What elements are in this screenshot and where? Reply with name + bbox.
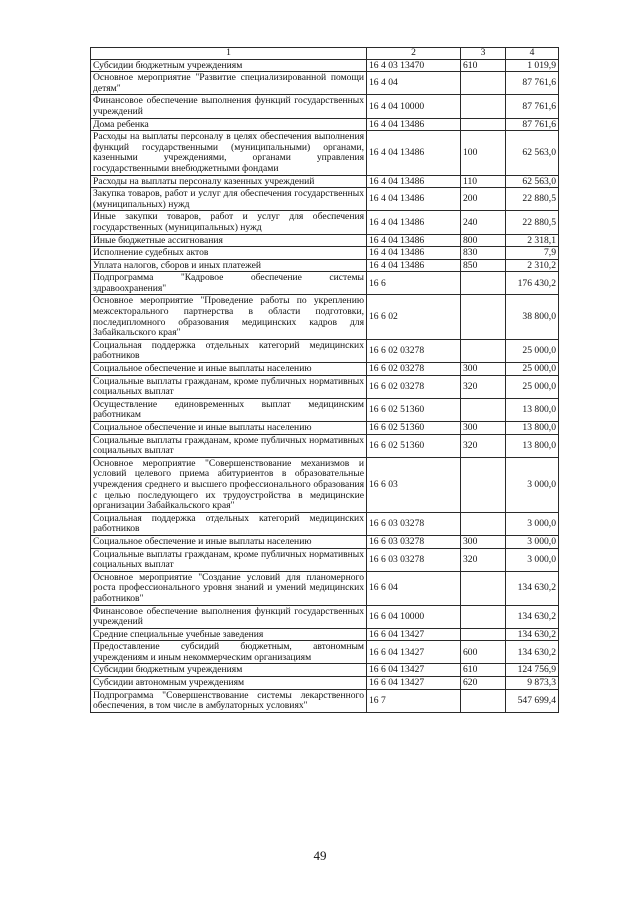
row-code: 16 6 04 13427 xyxy=(367,664,461,677)
row-code: 16 4 04 13486 xyxy=(367,131,461,175)
row-code: 16 4 03 13470 xyxy=(367,59,461,72)
table-row xyxy=(91,363,559,376)
table-row xyxy=(91,131,559,175)
row-name: Подпрограмма "Кадровое обеспечение системы здравоохранения" xyxy=(91,272,367,295)
row-expense-type xyxy=(461,339,506,362)
row-expense-type xyxy=(461,295,506,339)
table-body xyxy=(91,59,559,712)
row-code: 16 6 04 13427 xyxy=(367,628,461,641)
row-name: Социальные выплаты гражданам, кроме публичных нормативных социальных выплат xyxy=(91,375,367,398)
row-code: 16 6 03 03278 xyxy=(367,535,461,548)
row-sum: 2 310,2 xyxy=(506,259,559,272)
table-row xyxy=(91,512,559,535)
table-row xyxy=(91,375,559,398)
table-row xyxy=(91,72,559,95)
row-code: 16 4 04 13486 xyxy=(367,188,461,211)
table-row xyxy=(91,95,559,118)
row-expense-type xyxy=(461,605,506,628)
row-name: Осуществление единовременных выплат медицинским работникам xyxy=(91,398,367,421)
row-expense-type: 300 xyxy=(461,422,506,435)
column-number-expense-type: 3 xyxy=(461,48,506,60)
row-name: Финансовое обеспечение выполнения функций государственных учреждений xyxy=(91,95,367,118)
row-name: Расходы на выплаты персоналу в целях обеспечения выполнения функций государственными (муниципальными) органами, казенными учреждениями, органами управления государственными внебюджетными фондами xyxy=(91,131,367,175)
row-sum: 134 630,2 xyxy=(506,641,559,664)
row-code: 16 6 04 10000 xyxy=(367,605,461,628)
table-row xyxy=(91,689,559,712)
table-row xyxy=(91,457,559,512)
row-name: Субсидии бюджетным учреждениям xyxy=(91,59,367,72)
table-row xyxy=(91,628,559,641)
row-expense-type: 320 xyxy=(461,434,506,457)
row-sum: 134 630,2 xyxy=(506,628,559,641)
row-expense-type: 600 xyxy=(461,641,506,664)
row-code: 16 6 04 13427 xyxy=(367,677,461,690)
row-name: Дома ребенка xyxy=(91,118,367,131)
table-row xyxy=(91,295,559,339)
row-code: 16 4 04 13486 xyxy=(367,234,461,247)
row-sum: 176 430,2 xyxy=(506,272,559,295)
table-row xyxy=(91,535,559,548)
row-expense-type: 110 xyxy=(461,175,506,188)
row-name: Социальное обеспечение и иные выплаты населению xyxy=(91,535,367,548)
table-row xyxy=(91,259,559,272)
table-row xyxy=(91,548,559,571)
row-sum: 3 000,0 xyxy=(506,512,559,535)
row-sum: 13 800,0 xyxy=(506,422,559,435)
row-name: Основное мероприятие "Создание условий для планомерного роста профессионального уровня знаний и умений медицинских работников" xyxy=(91,571,367,605)
row-name: Социальные выплаты гражданам, кроме публичных нормативных социальных выплат xyxy=(91,548,367,571)
row-code: 16 6 03 03278 xyxy=(367,512,461,535)
row-name: Основное мероприятие "Проведение работы по укреплению межсекторального партнерства в области подготовки, последипломного образования медицинских кадров для Забайкальского края" xyxy=(91,295,367,339)
row-name: Средние специальные учебные заведения xyxy=(91,628,367,641)
row-expense-type xyxy=(461,118,506,131)
row-sum: 547 699,4 xyxy=(506,689,559,712)
column-number-name: 1 xyxy=(91,48,367,60)
table-row xyxy=(91,59,559,72)
row-expense-type xyxy=(461,95,506,118)
row-code: 16 6 02 03278 xyxy=(367,363,461,376)
row-expense-type: 320 xyxy=(461,548,506,571)
row-code: 16 6 03 03278 xyxy=(367,548,461,571)
row-sum: 25 000,0 xyxy=(506,339,559,362)
table-row xyxy=(91,398,559,421)
row-name: Социальные выплаты гражданам, кроме публичных нормативных социальных выплат xyxy=(91,434,367,457)
table-row xyxy=(91,211,559,234)
row-expense-type: 320 xyxy=(461,375,506,398)
row-name: Подпрограмма "Совершенствование системы лекарственного обеспечения, в том числе в амбулаторных условиях" xyxy=(91,689,367,712)
row-expense-type xyxy=(461,628,506,641)
row-expense-type: 300 xyxy=(461,363,506,376)
row-expense-type: 620 xyxy=(461,677,506,690)
table-row xyxy=(91,605,559,628)
row-expense-type xyxy=(461,571,506,605)
row-expense-type xyxy=(461,512,506,535)
row-code: 16 4 04 13486 xyxy=(367,175,461,188)
row-code: 16 4 04 xyxy=(367,72,461,95)
row-name: Социальное обеспечение и иные выплаты населению xyxy=(91,422,367,435)
row-name: Основное мероприятие "Совершенствование механизмов и условий целевого приема абитуриентов в образовательные учреждения среднего и высшего профессионального образования с целью последующего их трудоустройства в медицинские организации Забайкальского края" xyxy=(91,457,367,512)
row-name: Социальная поддержка отдельных категорий медицинских работников xyxy=(91,512,367,535)
page-number: 49 xyxy=(313,848,327,863)
row-expense-type xyxy=(461,689,506,712)
row-code: 16 6 02 03278 xyxy=(367,339,461,362)
row-code: 16 4 04 13486 xyxy=(367,211,461,234)
row-expense-type: 200 xyxy=(461,188,506,211)
table-row xyxy=(91,247,559,260)
table-row xyxy=(91,118,559,131)
row-expense-type xyxy=(461,272,506,295)
row-sum: 3 000,0 xyxy=(506,457,559,512)
table-row xyxy=(91,641,559,664)
row-sum: 124 756,9 xyxy=(506,664,559,677)
row-name: Исполнение судебных актов xyxy=(91,247,367,260)
row-sum: 134 630,2 xyxy=(506,605,559,628)
budget-table xyxy=(90,47,559,713)
row-sum: 2 318,1 xyxy=(506,234,559,247)
row-sum: 13 800,0 xyxy=(506,398,559,421)
row-name: Уплата налогов, сборов и иных платежей xyxy=(91,259,367,272)
table-row xyxy=(91,339,559,362)
row-sum: 13 800,0 xyxy=(506,434,559,457)
row-sum: 38 800,0 xyxy=(506,295,559,339)
row-sum: 25 000,0 xyxy=(506,375,559,398)
table-row xyxy=(91,677,559,690)
row-code: 16 6 02 51360 xyxy=(367,422,461,435)
row-expense-type: 830 xyxy=(461,247,506,260)
column-number-code: 2 xyxy=(367,48,461,60)
row-sum: 7,9 xyxy=(506,247,559,260)
row-expense-type: 240 xyxy=(461,211,506,234)
row-expense-type: 300 xyxy=(461,535,506,548)
row-sum: 1 019,9 xyxy=(506,59,559,72)
row-name: Иные бюджетные ассигнования xyxy=(91,234,367,247)
table-row xyxy=(91,175,559,188)
table-row xyxy=(91,188,559,211)
row-sum: 62 563,0 xyxy=(506,175,559,188)
row-sum: 25 000,0 xyxy=(506,363,559,376)
row-expense-type xyxy=(461,72,506,95)
row-name: Основное мероприятие "Развитие специализированной помощи детям" xyxy=(91,72,367,95)
row-code: 16 6 02 xyxy=(367,295,461,339)
row-code: 16 6 04 13427 xyxy=(367,641,461,664)
row-name: Субсидии бюджетным учреждениям xyxy=(91,664,367,677)
row-expense-type: 800 xyxy=(461,234,506,247)
row-expense-type: 100 xyxy=(461,131,506,175)
row-name: Социальная поддержка отдельных категорий медицинских работников xyxy=(91,339,367,362)
row-code: 16 6 03 xyxy=(367,457,461,512)
row-name: Предоставление субсидий бюджетным, автономным учреждениям и иным некоммерческим организациям xyxy=(91,641,367,664)
table-row xyxy=(91,422,559,435)
row-expense-type xyxy=(461,457,506,512)
row-sum: 87 761,6 xyxy=(506,72,559,95)
row-code: 16 4 04 13486 xyxy=(367,259,461,272)
row-name: Иные закупки товаров, работ и услуг для обеспечения государственных (муниципальных) нужд xyxy=(91,211,367,234)
row-code: 16 4 04 10000 xyxy=(367,95,461,118)
row-code: 16 6 02 51360 xyxy=(367,398,461,421)
row-sum: 3 000,0 xyxy=(506,535,559,548)
row-name: Социальное обеспечение и иные выплаты населению xyxy=(91,363,367,376)
row-sum: 9 873,3 xyxy=(506,677,559,690)
table-row xyxy=(91,571,559,605)
table-row xyxy=(91,234,559,247)
row-name: Финансовое обеспечение выполнения функций государственных учреждений xyxy=(91,605,367,628)
row-sum: 87 761,6 xyxy=(506,95,559,118)
row-code: 16 6 02 51360 xyxy=(367,434,461,457)
table-row xyxy=(91,664,559,677)
row-code: 16 6 04 xyxy=(367,571,461,605)
column-number-sum: 4 xyxy=(506,48,559,60)
table-row xyxy=(91,434,559,457)
row-expense-type xyxy=(461,398,506,421)
row-name: Расходы на выплаты персоналу казенных учреждений xyxy=(91,175,367,188)
row-expense-type: 610 xyxy=(461,664,506,677)
row-sum: 22 880,5 xyxy=(506,211,559,234)
row-sum: 134 630,2 xyxy=(506,571,559,605)
row-code: 16 4 04 13486 xyxy=(367,247,461,260)
row-sum: 3 000,0 xyxy=(506,548,559,571)
row-code: 16 7 xyxy=(367,689,461,712)
row-code: 16 6 xyxy=(367,272,461,295)
row-sum: 22 880,5 xyxy=(506,188,559,211)
table-row xyxy=(91,272,559,295)
row-sum: 87 761,6 xyxy=(506,118,559,131)
row-sum: 62 563,0 xyxy=(506,131,559,175)
row-code: 16 4 04 13486 xyxy=(367,118,461,131)
row-name: Субсидии автономным учреждениям xyxy=(91,677,367,690)
row-code: 16 6 02 03278 xyxy=(367,375,461,398)
row-expense-type: 850 xyxy=(461,259,506,272)
row-name: Закупка товаров, работ и услуг для обеспечения государственных (муниципальных) нужд xyxy=(91,188,367,211)
column-number-row xyxy=(91,48,559,60)
row-expense-type: 610 xyxy=(461,59,506,72)
